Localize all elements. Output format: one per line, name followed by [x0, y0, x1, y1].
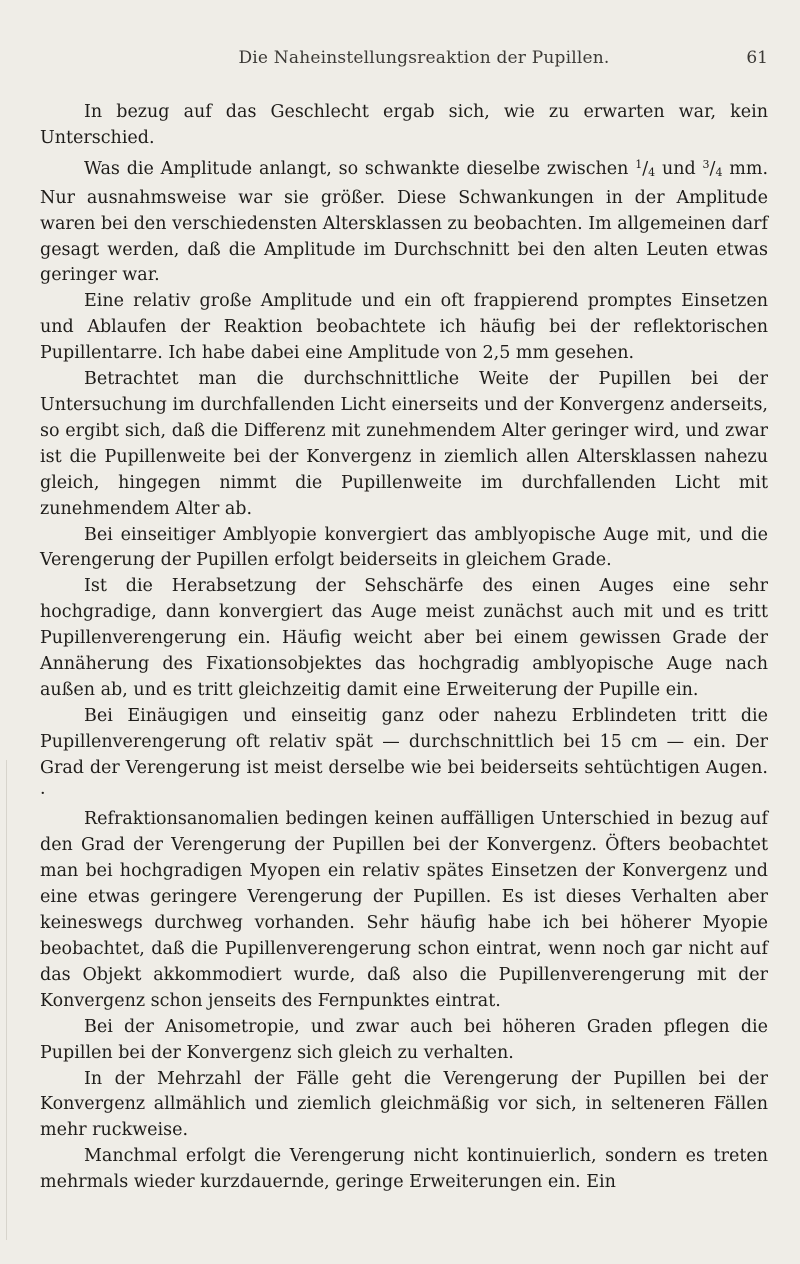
paragraph-amplitude: Was die Amplitude anlangt, so schwankte dieselbe zwischen $^1$/4 und $^3$/4 mm. Nur ausnahmsweise war sie größer. Diese Schwankungen in der Amplitude waren bei den verschiedensten Altersklassen zu beobachten. Im allgemeinen darf gesagt werden, daß die Amplitude im Durchschnitt bei den alten Leuten etwas geringer war. — [40, 157, 769, 286]
text-span: Was die Amplitude anlangt, so schwankte dieselbe zwischen — [84, 158, 636, 179]
paragraph: Ist die Herabsetzung der Sehschärfe des einen Auges eine sehr hochgradige, dann konvergiert das Auge meist zunächst auch mit und es tritt Pupillenverengerung ein. Häufig weicht aber bei einem gewissen Grade der Annäherung des Fixationsobjektes das hochgradig amblyopische Auge nach außen ab, und es tritt gleichzeitig damit eine Erweiterung der Pupille ein. — [40, 576, 768, 700]
paragraph: In bezug auf das Geschlecht ergab sich, wie zu erwarten war, kein Unterschied. — [40, 102, 768, 148]
fraction-denominator: 4 — [648, 165, 656, 179]
page-edge-line — [6, 760, 7, 1240]
text-span: und — [655, 158, 703, 179]
fraction-numerator: 3 — [702, 157, 710, 171]
paragraph: In der Mehrzahl der Fälle geht die Verengerung der Pupillen bei der Konvergenz allmählich und ziemlich gleichmäßig vor sich, in selteneren Fällen mehr ruckweise. — [40, 1068, 768, 1141]
paragraph: Eine relativ große Amplitude und ein oft frappierend promptes Einsetzen und Ablaufen der Reaktion beobachtete ich häufig bei der reflektorischen Pupillentarre. Ich habe dabei eine Amplitude von 2,5 mm gesehen. — [40, 291, 768, 364]
text-span: mm. Nur ausnahmsweise war sie größer. Diese Schwankungen in der Amplitude waren bei den verschiedensten Altersklassen zu beobachten. Im allgemeinen darf gesagt werden, daß die Amplitude im Durchschnitt bei den alten Leuten etwas geringer war. — [40, 158, 769, 286]
running-head — [80, 48, 768, 78]
page-number: 61 — [746, 48, 768, 68]
paragraph: Bei der Anisometropie, und zwar auch bei höheren Graden pflegen die Pupillen bei der Konvergenz sich gleich zu verhalten. — [40, 1016, 768, 1063]
body-text — [40, 100, 768, 1196]
fraction-denominator: 4 — [715, 165, 723, 179]
paragraph: Bei einseitiger Amblyopie konvergiert das amblyopische Auge mit, und die Verengerung der Pupillen erfolgt beiderseits in gleichem Grade. — [40, 524, 768, 571]
paragraph: Refraktionsanomalien bedingen keinen auffälligen Unterschied in bezug auf den Grad der Verengerung der Pupillen bei der Konvergenz. Öfters beobachtet man bei hochgradigen Myopen ein relativ spätes Einsetzen der Konvergenz und eine etwas geringere Verengerung der Pupillen. Es ist dieses Verhalten aber keineswegs durchweg vorhanden. Sehr häufig habe ich bei höherer Myopie beobachtet, daß die Pupillenverengerung schon eintrat, wenn noch gar nicht auf das Objekt akkommodiert wurde, daß also die Pupillenverengerung mit der Konvergenz schon jenseits des Fernpunktes eintrat. — [40, 809, 768, 1011]
paragraph: Bei Einäugigen und einseitig ganz oder nahezu Erblindeten tritt die Pupillenverengerung oft relativ spät — durchschnittlich bei 15 cm — ein. Der Grad der Verengerung ist meist derselbe wie bei beiderseits sehtüchtigen Augen. · — [40, 705, 768, 804]
paragraph: Manchmal erfolgt die Verengerung nicht kontinuierlich, sondern es treten mehrmals wieder kurzdauernde, geringe Erweiterungen ein. Ein — [40, 1146, 768, 1193]
fraction-numerator: 1 — [635, 157, 643, 171]
running-title: Die Naheinstellungsreaktion der Pupillen. — [238, 48, 610, 68]
paragraph: Betrachtet man die durchschnittliche Weite der Pupillen bei der Untersuchung im durchfallenden Licht einerseits und der Konvergenz anderseits, so ergibt sich, daß die Differenz mit zunehmendem Alter geringer wird, und zwar ist die Pupillenweite bei der Konvergenz in ziemlich allen Altersklassen nahezu gleich, hingegen nimmt die Pupillenweite im durchfallenden Licht mit zunehmendem Alter ab. — [40, 369, 768, 519]
